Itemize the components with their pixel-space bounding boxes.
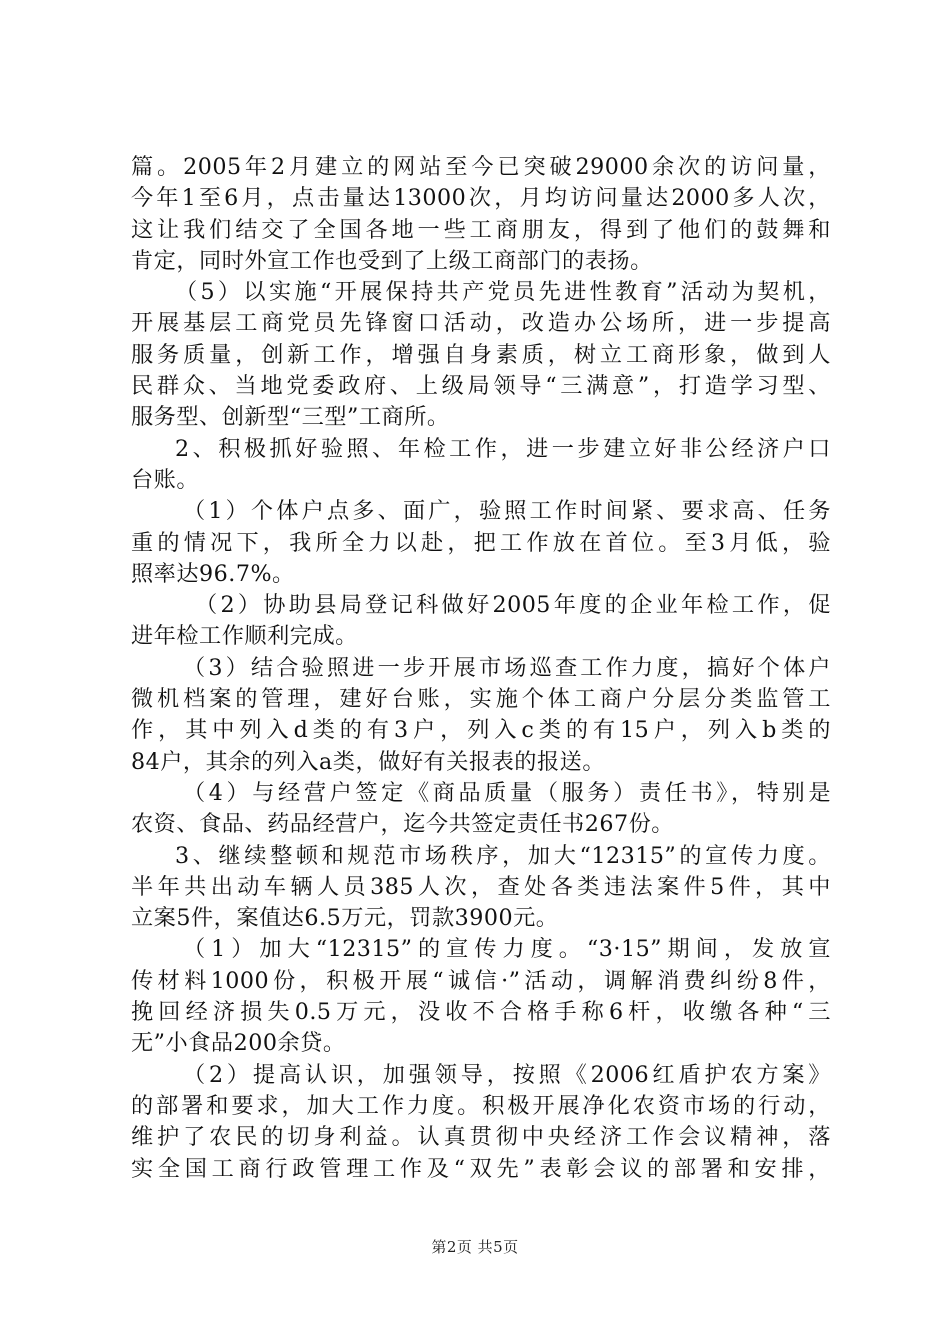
text-line: 实全国工商行政管理工作及“双先”表彰会议的部署和安排， <box>131 1155 831 1182</box>
text-line: 服务型、创新型“三型”工商所。 <box>131 404 450 431</box>
text-line: 开展基层工商党员先锋窗口活动，改造办公场所，进一步提高 <box>131 310 831 337</box>
text-line: 重的情况下，我所全力以赴，把工作放在首位。至3月低，验 <box>131 529 831 556</box>
text-line: 挽回经济损失0.5万元，没收不合格手称6杆，收缴各种“三 <box>131 999 831 1026</box>
paragraph-start-line: （2）协助县局登记科做好2005年度的企业年检工作，促 <box>195 592 831 619</box>
text-line: 服务质量，创新工作，增强自身素质，树立工商形象，做到人 <box>131 341 831 368</box>
paragraph-start-line: （4）与经营户签定《商品质量（服务）责任书》，特别是 <box>183 779 831 806</box>
text-line: 作，其中列入d类的有3户，列入c类的有15户，列入b类的 <box>131 717 831 744</box>
text-line: 微机档案的管理，建好台账，实施个体工商户分层分类监管工 <box>131 686 831 713</box>
section-heading-line: 2、积极抓好验照、年检工作，进一步建立好非公经济户口 <box>175 435 831 462</box>
text-line: 这让我们结交了全国各地一些工商朋友，得到了他们的鼓舞和 <box>131 216 831 243</box>
text-line: 立案5件，案值达6.5万元，罚款3900元。 <box>131 905 559 932</box>
paragraph-start-line: （1）个体户点多、面广，验照工作时间紧、要求高、任务 <box>183 498 831 525</box>
text-line: 民群众、当地党委政府、上级局领导“三满意”，打造学习型、 <box>131 373 831 400</box>
document-body <box>131 152 831 1185</box>
text-line: 篇。2005年2月建立的网站至今已突破29000余次的访问量， <box>131 154 831 180</box>
text-line: 无”小食品200余贷。 <box>131 1030 346 1057</box>
text-line: 照率达96.7%。 <box>131 560 295 587</box>
paragraph-start-line: （2）提高认识，加强领导，按照《2006红盾护农方案》 <box>183 1061 831 1088</box>
paragraph-start-line: （3）结合验照进一步开展市场巡查工作力度，搞好个体户 <box>183 654 831 681</box>
paragraph-start-line: （1）加大“12315”的宣传力度。“3·15”期间，发放宣 <box>183 936 831 963</box>
text-line: 半年共出动车辆人员385人次，查处各类违法案件5件，其中 <box>131 873 831 900</box>
text-line: 肯定，同时外宣工作也受到了上级工商部门的表扬。 <box>131 247 653 274</box>
text-line: 维护了农民的切身利益。认真贯彻中央经济工作会议精神，落 <box>131 1124 831 1151</box>
section-heading-line: 3、继续整顿和规范市场秩序，加大“12315”的宣传力度。 <box>175 842 831 869</box>
text-line: 84户，其余的列入a类，做好有关报表的报送。 <box>131 748 606 775</box>
text-line: 进年检工作顺利完成。 <box>131 623 358 650</box>
page-number-footer: 第2页 共5页 <box>431 1238 519 1256</box>
text-line: 农资、食品、药品经营户，迄今共签定责任书267份。 <box>131 811 674 838</box>
text-line: 传材料1000份，积极开展“诚信·”活动，调解消费纠纷8件， <box>131 967 831 994</box>
text-line: 的部署和要求，加大工作力度。积极开展净化农资市场的行动， <box>131 1092 831 1119</box>
text-line: 今年1至6月，点击量达13000次，月均访问量达2000多人次， <box>131 185 831 212</box>
paragraph-start-line: （5）以实施“开展保持共产党员先进性教育”活动为契机， <box>175 279 831 306</box>
text-line: 台账。 <box>131 466 200 493</box>
